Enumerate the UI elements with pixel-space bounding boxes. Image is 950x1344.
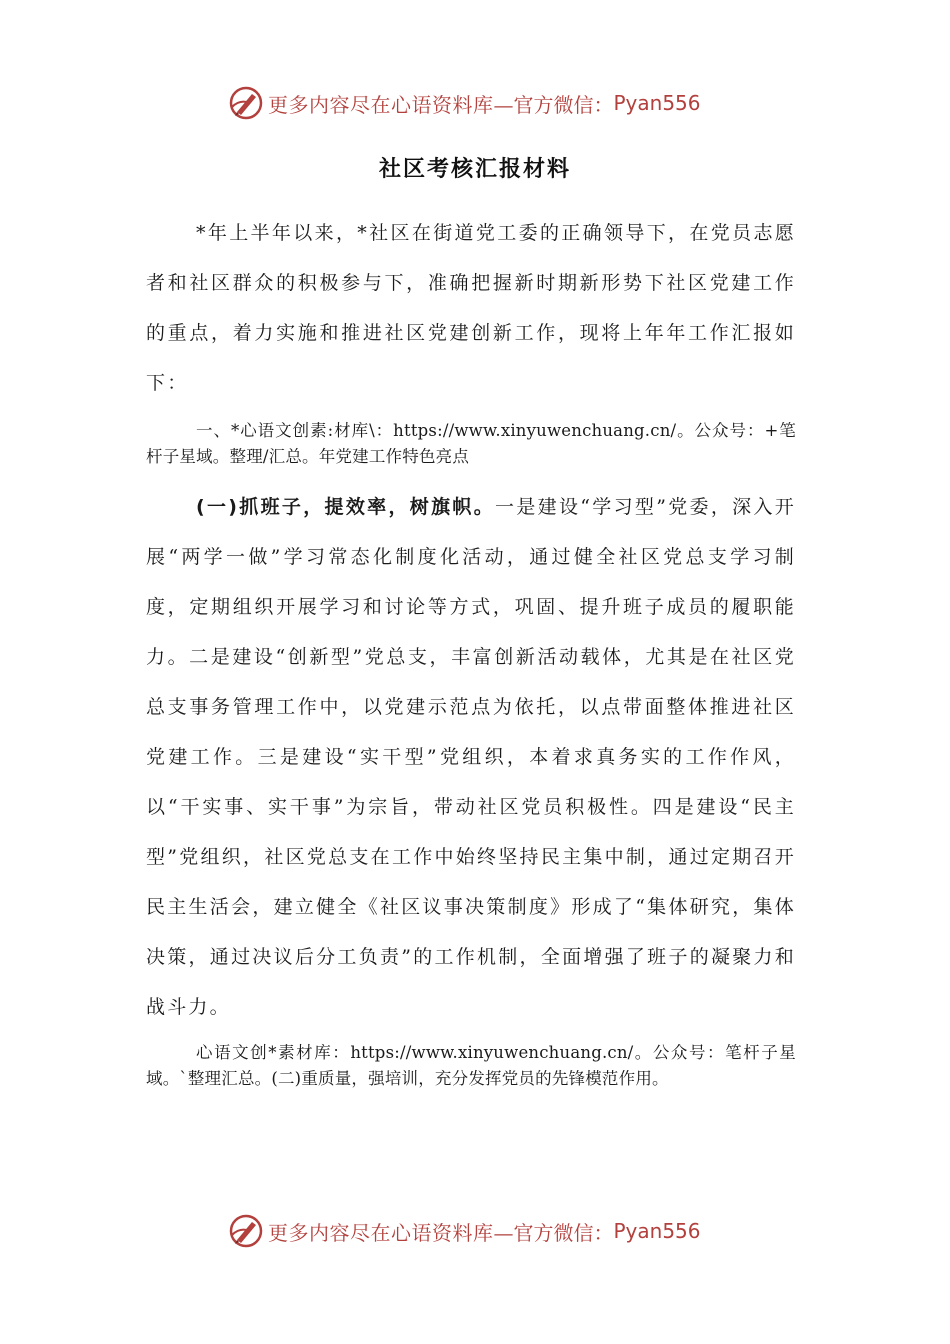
subsection-one-heading: (一)抓班子，提效率，树旗帜。	[196, 496, 496, 518]
subsection-one-paragraph	[146, 482, 796, 1032]
document-title: 社区考核汇报材料	[378, 157, 571, 182]
footer-banner	[228, 1212, 748, 1250]
banner-text: 更多内容尽在心语资料库	[268, 92, 494, 117]
banner-separator: —官方微信：	[493, 1220, 614, 1245]
banner-text: 更多内容尽在心语资料库	[268, 1220, 494, 1245]
banner-wechat-id: Pyan556	[613, 1219, 701, 1243]
pen-logo-icon	[228, 1213, 264, 1249]
intro-paragraph: *年上半年以来，*社区在街道党工委的正确领导下，在党员志愿者和社区群众的积极参与下，准确把握新时期新形势下社区党建工作的重点，着力实施和推进社区党建创新工作，现将上年年工作汇报如下：	[146, 222, 796, 394]
banner-wechat-id: Pyan556	[613, 91, 701, 115]
subsection-one-body: 一是建设“学习型”党委，深入开展“两学一做”学习常态化制度化活动，通过健全社区党总支学习制度，定期组织开展学习和讨论等方式，巩固、提升班子成员的履职能力。二是建设“创新型”党总支，丰富创新活动载体，尤其是在社区党总支事务管理工作中，以党建示范点为依托，以点带面整体推进社区党建工作。三是建设“实干型”党组织，本着求真务实的工作作风，以“干实事、实干事”为宗旨，带动社区党员积极性。四是建设“民主型”党组织，社区党总支在工作中始终坚持民主集中制，通过定期召开民主生活会，建立健全《社区议事决策制度》形成了“集体研究，集体决策，通过决议后分工负责”的工作机制，全面增强了班子的凝聚力和战斗力。	[146, 496, 796, 1018]
banner-separator: —官方微信：	[493, 92, 614, 117]
header-banner	[228, 84, 748, 122]
section-one-heading: 一、*心语文创素:材库\：https://www.xinyuwenchuang.cn/。公众号：+笔杆子星域。整理/汇总。年党建工作特色亮点	[146, 421, 796, 466]
pen-logo-icon	[228, 85, 264, 121]
closing-paragraph: 心语文创*素材库：https://www.xinyuwenchuang.cn/。公众号：笔杆子星域。`整理汇总。(二)重质量，强培训，充分发挥党员的先锋模范作用。	[146, 1043, 796, 1088]
